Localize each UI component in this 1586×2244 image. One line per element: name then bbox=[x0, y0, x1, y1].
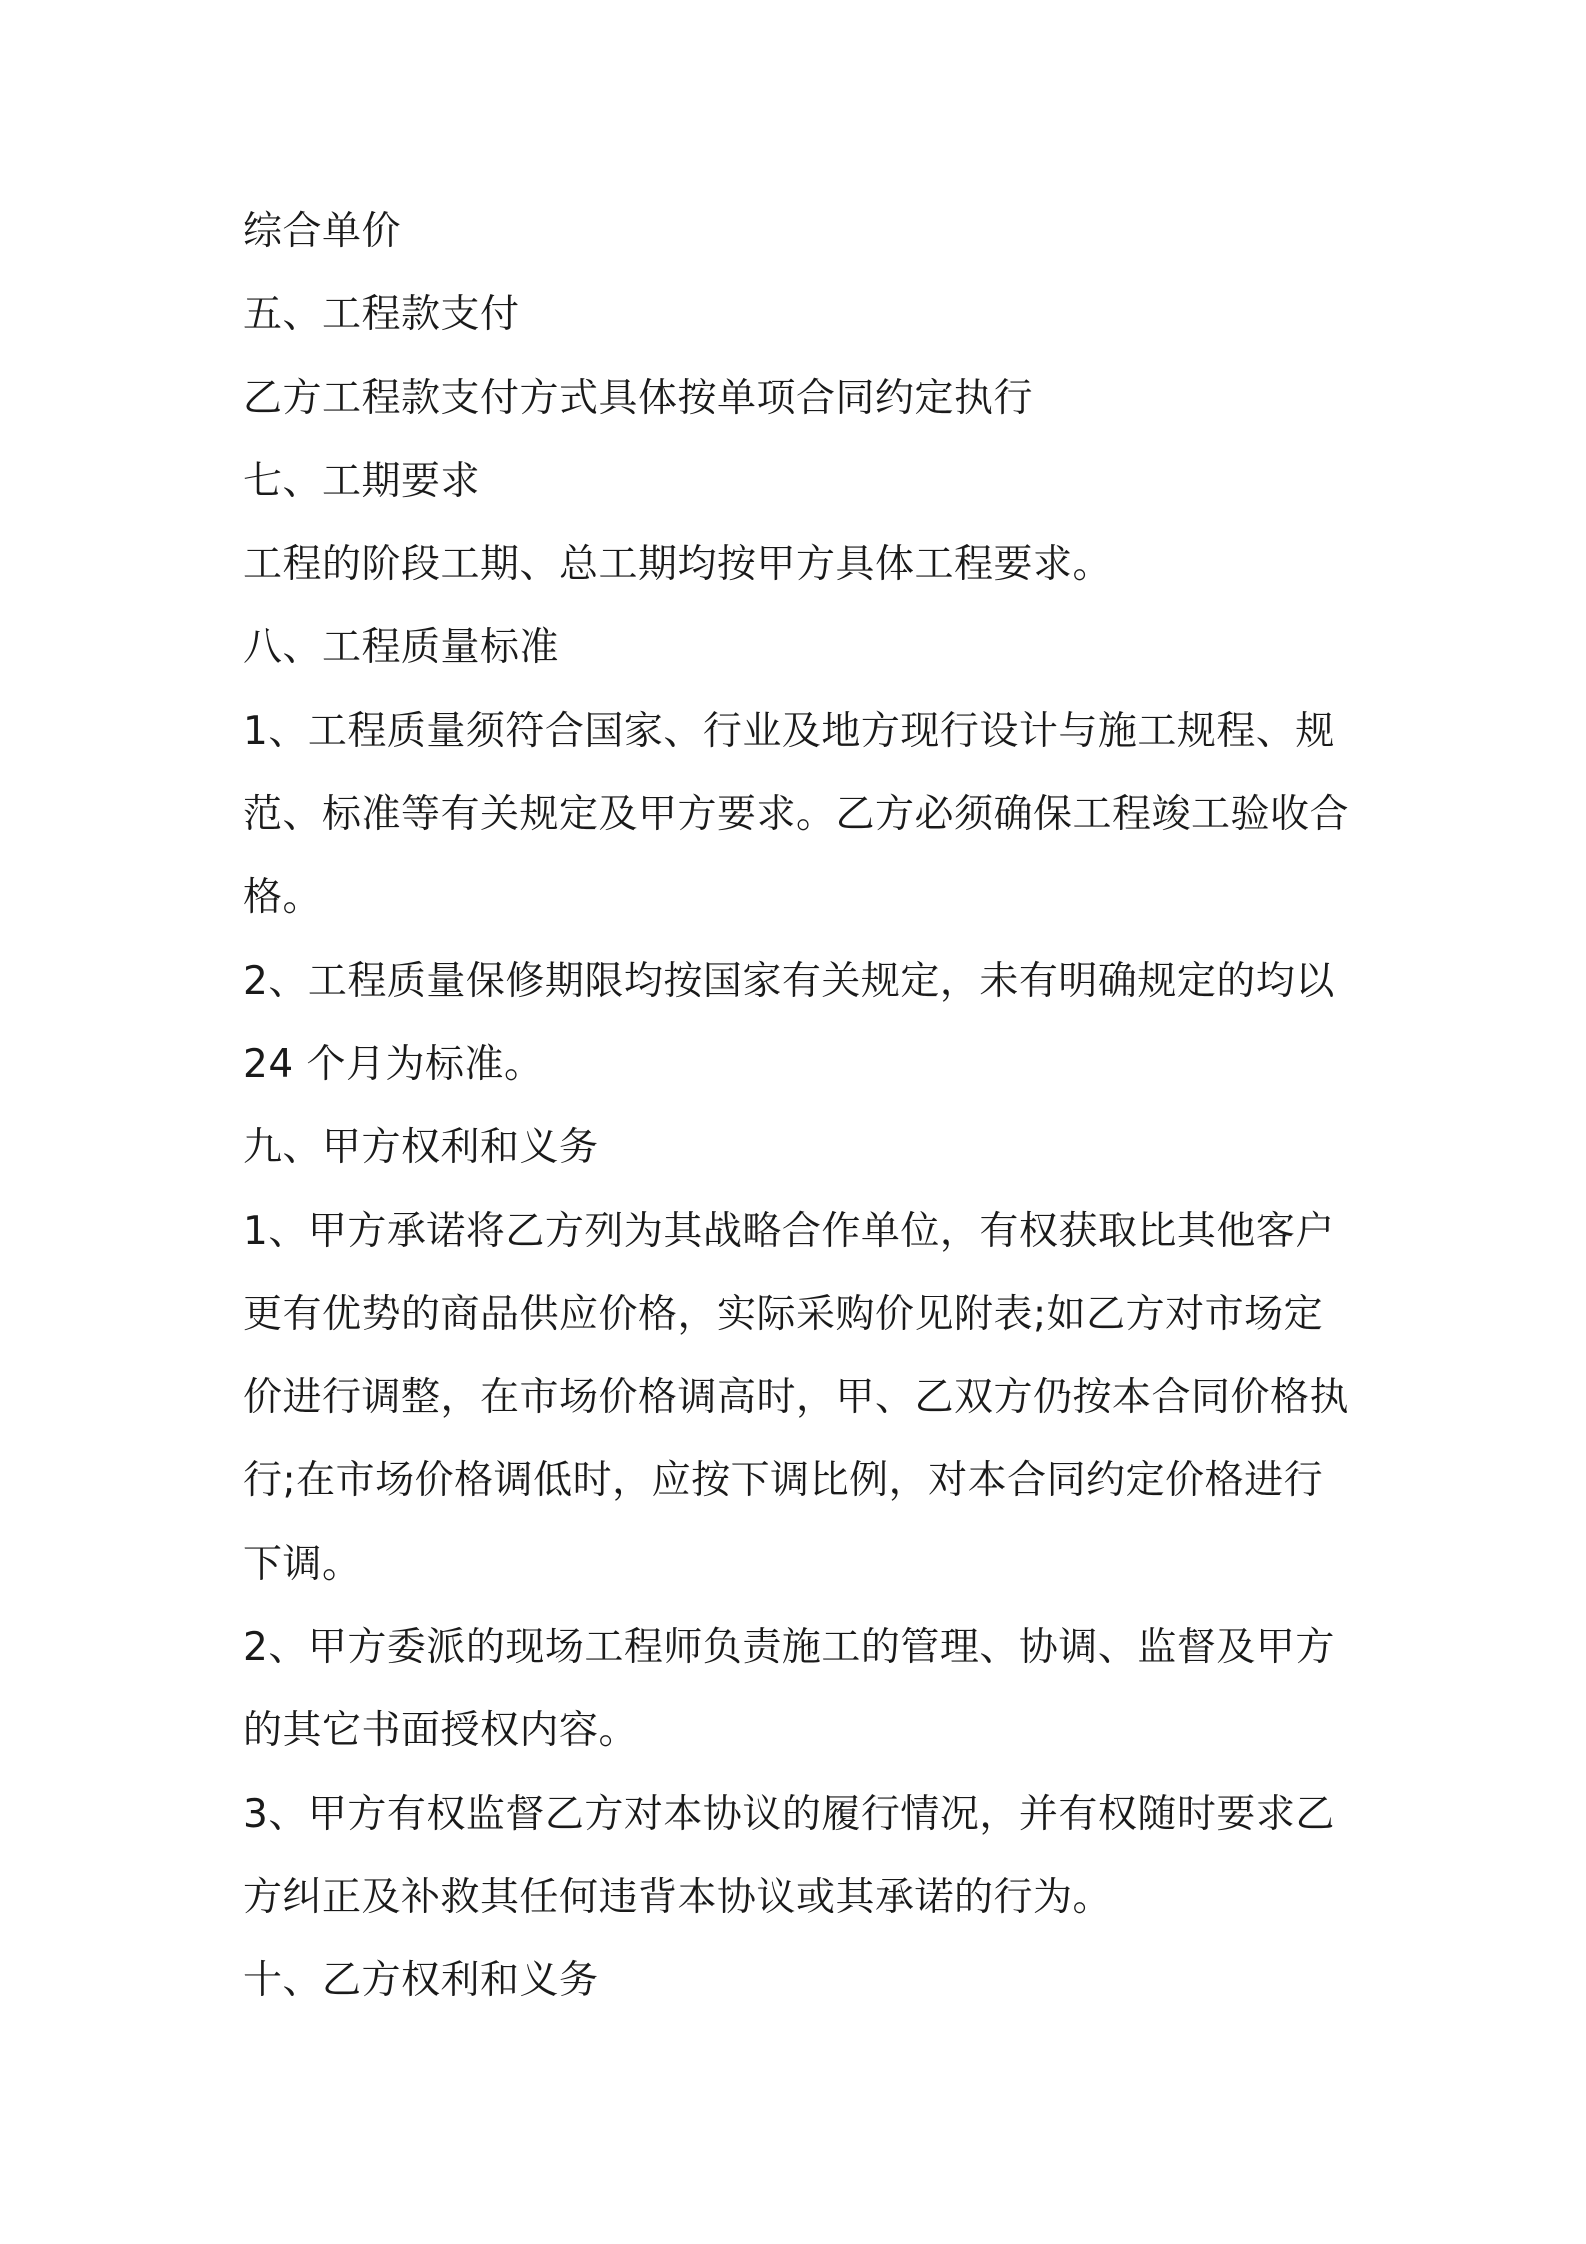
text-line-party-a-2b: 的其它书面授权内容。 bbox=[243, 1708, 639, 1754]
text-line-quality-2b: 24 个月为标准。 bbox=[243, 1041, 544, 1087]
text-line-unit-price: 综合单价 bbox=[243, 209, 402, 254]
text-line-schedule: 工程的阶段工期、总工期均按甲方具体工程要求。 bbox=[243, 542, 1113, 588]
text-line-party-a-1d: 行;在市场价格调低时，应按下调比例，对本合同约定价格进行 bbox=[243, 1458, 1324, 1504]
text-line-quality-2a: 2、工程质量保修期限均按国家有关规定，未有明确规定的均以 bbox=[243, 958, 1335, 1004]
document-body bbox=[243, 190, 1351, 2023]
text-line-quality-1c: 格。 bbox=[243, 875, 323, 921]
text-line-quality-1a: 1、工程质量须符合国家、行业及地方现行设计与施工规程、规 bbox=[243, 708, 1335, 754]
heading-party-a-rights: 九、甲方权利和义务 bbox=[243, 1125, 599, 1171]
text-line-party-a-1e: 下调。 bbox=[243, 1541, 362, 1587]
text-line-quality-1b: 范、标准等有关规定及甲方要求。乙方必须确保工程竣工验收合 bbox=[243, 792, 1350, 838]
text-line-party-a-1c: 价进行调整，在市场价格调高时，甲、乙双方仍按本合同价格执 bbox=[243, 1375, 1350, 1421]
text-line-payment-method: 乙方工程款支付方式具体按单项合同约定执行 bbox=[243, 375, 1034, 421]
text-line-party-a-3a: 3、甲方有权监督乙方对本协议的履行情况，并有权随时要求乙 bbox=[243, 1791, 1335, 1837]
text-line-party-a-3b: 方纠正及补救其任何违背本协议或其承诺的行为。 bbox=[243, 1874, 1113, 1920]
heading-schedule: 七、工期要求 bbox=[243, 458, 481, 504]
text-line-party-a-2a: 2、甲方委派的现场工程师负责施工的管理、协调、监督及甲方 bbox=[243, 1625, 1335, 1671]
text-line-party-a-1b: 更有优势的商品供应价格，实际采购价见附表;如乙方对市场定 bbox=[243, 1291, 1324, 1337]
heading-quality-standard: 八、工程质量标准 bbox=[243, 625, 560, 671]
heading-payment: 五、工程款支付 bbox=[243, 292, 520, 338]
heading-party-b-rights: 十、乙方权利和义务 bbox=[243, 1958, 599, 2004]
text-line-party-a-1a: 1、甲方承诺将乙方列为其战略合作单位，有权获取比其他客户 bbox=[243, 1208, 1335, 1254]
